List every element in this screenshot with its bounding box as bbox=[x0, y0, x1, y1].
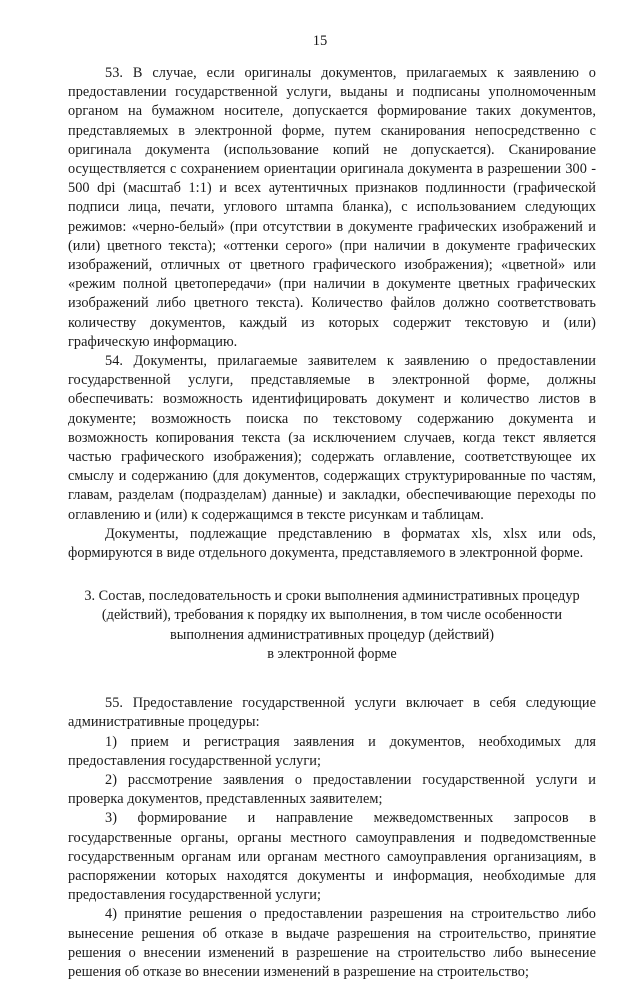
paragraph-54: 54. Документы, прилагаемые заявителем к заявлению о предоставлении государственной услуги, представляемые в электронной форме, должны обеспечивать: возможность идентифицировать документ и количество листов в документе; возможность поиска по текстовому содержанию документа и возможность копирования текста (за исключением случаев, когда текст является частью графического изображения); содержать оглавление, соответствующее их смыслу и содержанию (для документов, содержащих структурированные по частям, главам, разделам (подразделам) данные) и закладки, обеспечивающие переходы по оглавлению и (или) к содержащимся в тексте рисункам и таблицам. bbox=[68, 353, 596, 523]
procedures-list bbox=[68, 694, 596, 982]
paragraph-formats: Документы, подлежащие представлению в форматах xls, xlsx или ods, формируются в виде отдельного документа, представляемого в электронной форме. bbox=[68, 525, 596, 562]
procedure-item-2: 2) рассмотрение заявления о предоставлении государственной услуги и проверка документов, представленных заявителем; bbox=[68, 771, 596, 808]
procedure-item-1: 1) прием и регистрация заявления и документов, необходимых для предоставления государственной услуги; bbox=[68, 733, 596, 769]
paragraph-55: 55. Предоставление государственной услуги включает в себя следующие административные процедуры: bbox=[68, 695, 596, 731]
procedure-item-3: 3) формирование и направление межведомственных запросов в государственные органы, органы местного самоуправления и подведомственные государственным органам или органам местного самоуправления организациям, в распоряжении которых находятся документы и информация, необходимые для предоставления государственной услуги; bbox=[68, 810, 596, 904]
section-heading-line: в электронной форме bbox=[267, 645, 397, 662]
document-body bbox=[68, 64, 596, 982]
page-number: 15 bbox=[312, 33, 328, 49]
section-heading bbox=[68, 587, 596, 664]
section-heading-line: (действий), требования к порядку их выполнения, в том числе особенности bbox=[101, 607, 563, 624]
section-heading-line: выполнения административных процедур (действий) bbox=[169, 626, 495, 643]
paragraph-53: 53. В случае, если оригиналы документов, прилагаемых к заявлению о предоставлении государственной услуги, выданы и подписаны уполномоченным органом на бумажном носителе, допускается формирование таких документов, представляемых в электронной форме, путем сканирования непосредственно с оригинала документа (использование копий не допускается). Сканирование осуществляется с сохранением ориентации оригинала документа в разрешении 300 - 500 dpi (масштаб 1:1) и всех аутентичных признаков подлинности (графической подписи лица, печати, углового штампа бланка), с использованием следующих режимов: «черно-белый» (при отсутствии в документе графических изображений и (или) цветного текста); «оттенки серого» (при наличии в документе графических изображений, отличных от цветного графического изображения); «цветной» или «режим полной цветопередачи» (при наличии в документе цветных графических изображений либо цветного текста). Количество файлов должно соответствовать количеству документов, каждый из которых содержит текстовую и (или) графическую информацию. bbox=[68, 65, 596, 350]
procedure-item-4: 4) принятие решения о предоставлении разрешения на строительство либо вынесение решения об отказе в выдаче разрешения на строительство, принятие решения о внесении изменений в разрешение на строительство либо вынесение решения об отказе во внесении изменений в разрешение на строительство; bbox=[68, 906, 596, 980]
section-heading-line: 3. Состав, последовательность и сроки выполнения административных процедур bbox=[84, 588, 580, 605]
